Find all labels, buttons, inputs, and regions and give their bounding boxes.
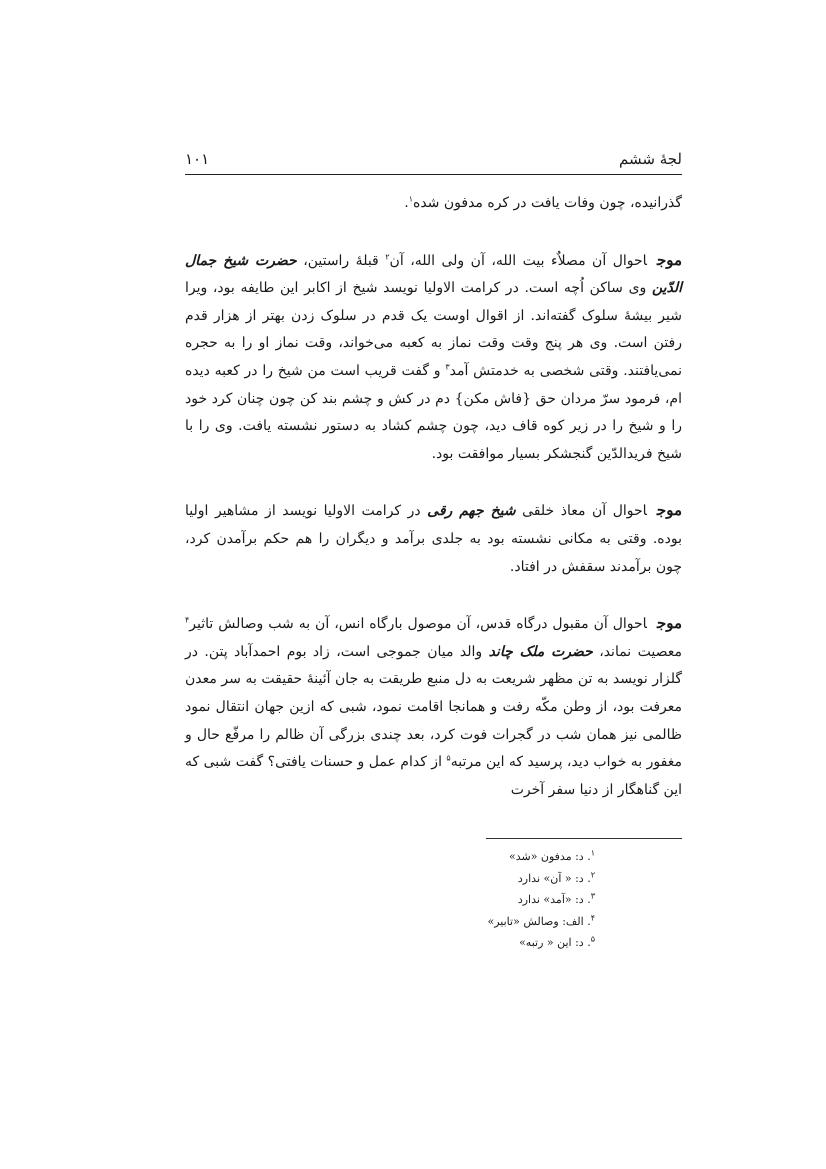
page-header xyxy=(185,148,682,175)
section-keyword: موج xyxy=(656,614,682,633)
paragraph-text: معصیت نماند، xyxy=(592,643,682,660)
footnote-number: ۲ xyxy=(590,869,595,879)
footnotes xyxy=(185,846,595,954)
footnote-divider xyxy=(486,838,682,839)
paragraph-1 xyxy=(185,190,682,218)
footnote-number: ۴ xyxy=(590,912,595,922)
person-name: حضرت ملک چاند xyxy=(488,643,593,660)
paragraph-4 xyxy=(185,610,682,804)
paragraph-text: گذرانیده، چون وفات یافت در کره مدفون شده xyxy=(413,195,682,211)
footnote-item xyxy=(185,932,595,954)
footnote-item xyxy=(185,889,595,911)
paragraph-text: در کرامت الاولیا نویسد از مشاهیر اولیا بوده. وقتی به مکانی نشسته بود به جلدی برآمد و دیگران را هم حکم برآمدن کرد، چون برآمدند سقفش در افتاد. xyxy=(185,503,682,575)
footnote-ref: ۳ xyxy=(445,362,450,372)
person-name: شیخ جهم رقی xyxy=(427,503,516,520)
footnote-ref: ۱ xyxy=(408,194,413,204)
paragraph-text: . xyxy=(404,195,409,211)
paragraph-text: و گفت قریب است من شیخ را در کعبه دیده ام، فرمود سرّ مردان حق {فاش مکن} دم در کش و چشم بند کن چون چنان کرد خود را و شیخ را در زیر کوه قاف دید، چون چشم کشاد به دستور نشسته یافت. وی را با شیخ فریدالدّین گنجشکر بسیار موافقت بود. xyxy=(185,362,682,462)
footnote-text: . الف: وصالش «تابیر» xyxy=(487,914,591,928)
person-name: حضرت شیخ جمال الدّین xyxy=(185,252,682,297)
paragraph-text: احوال آن معاذ خلقی xyxy=(515,503,647,520)
footnote-number: ۵ xyxy=(590,934,595,944)
running-title: لجۀ ششم xyxy=(619,150,682,168)
footnote-ref: ۲ xyxy=(385,251,390,261)
footnote-ref: ۵ xyxy=(446,753,451,763)
section-keyword: موج xyxy=(656,250,682,269)
paragraph-3 xyxy=(185,497,682,581)
footnote-text: . د: مدفون «شد» xyxy=(508,850,591,863)
paragraph-text: احوال آن مقبول درگاه قدس، آن موصول بارگاه انس، آن به شب وصالش تاثیر xyxy=(189,616,647,633)
footnote-item xyxy=(185,868,595,890)
footnote-number: ۳ xyxy=(590,891,595,901)
paragraph-2 xyxy=(185,247,682,469)
paragraph-text: از کدام عمل و حسنات یافتی؟ گفت شبی که این گناهگار از دنیا سفر آخرت xyxy=(185,754,682,798)
footnote-item xyxy=(185,911,595,933)
footnote-number: ۱ xyxy=(590,848,595,858)
page-number: ۱۰۱ xyxy=(185,150,210,168)
paragraph-text: احوال آن مصلاٌء بیت الله، آن ولی الله، آن xyxy=(389,252,647,269)
footnote-ref: ۴ xyxy=(185,615,190,625)
body-text xyxy=(185,190,682,804)
paragraph-text: قبلۀ راستین، xyxy=(296,252,386,269)
footnote-item xyxy=(185,846,595,868)
paragraph-text: وی ساکن اُچه است. در کرامت الاولیا نویسد شیخ از اکابر این طایفه بود، ویرا شیر بیشۀ سلوک گفته‌اند. از اقوال اوست یک قدم در سلوک زدن بهتر از هزار قدم رفتن است. وی هر پنج وقت وقت نماز به کعبه می‌خواند، وقت نماز او را به حجره نمی‌یافتند. وقتی شخصی به خدمتش آمد xyxy=(185,280,682,379)
section-keyword: موج xyxy=(656,501,682,520)
footnote-text: . د: این « رتبه» xyxy=(519,936,591,949)
footnote-text: . د: «آمد» ندارد xyxy=(517,893,591,906)
footnote-text: . د: « آن» ندارد xyxy=(517,871,591,885)
paragraph-text: والد میان جموجی است، زاد بوم احمدآباد پتن. در گلزار نویسد به تن مظهر شریعت به دل منبع طریقت به جان آئینۀ حقیقت به سر معدن معرفت بود، از وطن مکّه رفت و همانجا اقامت نمود، شبی که ازین جهان انتقال نمود ظالمی نیز همان شب در گجرات فوت کرد، بعد چندی بزرگی آن ظالم را مرفّع حال و مغفور به خواب دید، پرسید که این مرتبه xyxy=(185,643,682,771)
